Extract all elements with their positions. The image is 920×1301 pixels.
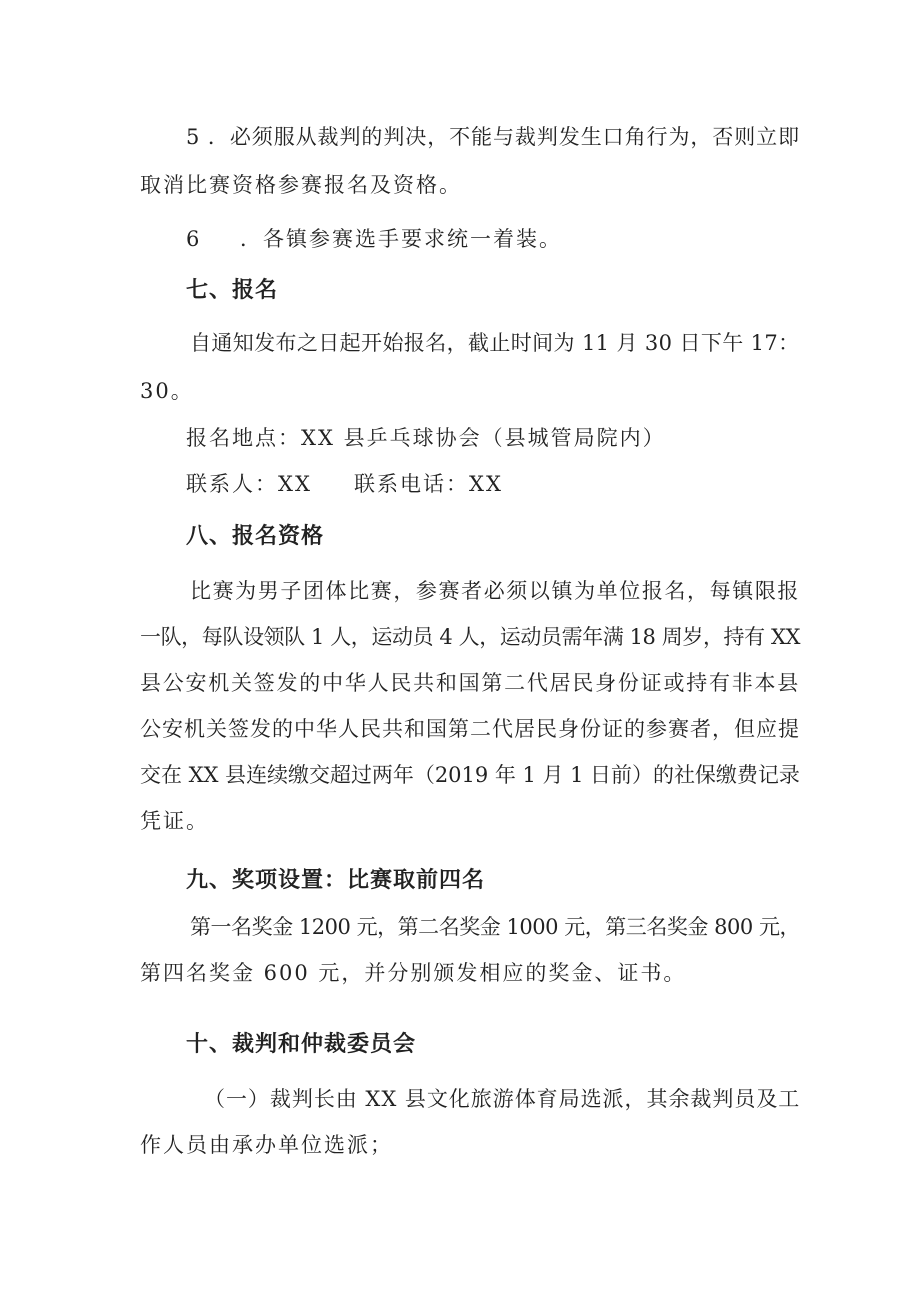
item6-text: ．各镇参赛选手要求统一着装。	[240, 227, 562, 251]
section8-line5: 交在 XX 县连续缴交超过两年（2019 年 1 月 1 日前）的社保缴费记录	[140, 763, 800, 787]
section9-line2: 第四名奖金 600 元，并分别颁发相应的奖金、证书。	[140, 961, 687, 985]
section7-line2: 30。	[140, 379, 194, 403]
contact-phone: 联系电话：XX	[354, 472, 503, 496]
registration-location: 报名地点：XX 县乒乓球协会（县城管局院内）	[186, 426, 666, 450]
item6-number: 6	[186, 227, 202, 251]
section8-line4: 公安机关签发的中华人民共和国第二代居民身份证的参赛者，但应提	[140, 717, 800, 741]
section10-line2: 作人员由承办单位选派；	[140, 1133, 393, 1157]
section10-heading: 十、裁判和仲裁委员会	[186, 1032, 417, 1057]
section7-heading: 七、报名	[186, 278, 279, 303]
section10-line1: （一）裁判长由 XX 县文化旅游体育局选派，其余裁判员及工	[204, 1087, 801, 1111]
section8-heading: 八、报名资格	[186, 524, 325, 549]
section7-line1: 自通知发布之日起开始报名，截止时间为 11 月 30 日下午 17：	[190, 331, 800, 355]
section9-heading: 九、奖项设置：比赛取前四名	[186, 868, 486, 893]
section8-line1: 比赛为男子团体比赛，参赛者必须以镇为单位报名，每镇限报	[190, 579, 800, 603]
section9-line1: 第一名奖金 1200 元，第二名奖金 1000 元，第三名奖金 800 元，	[190, 915, 801, 939]
contact-person: 联系人：XX	[186, 472, 312, 496]
item5-line2: 取消比赛资格参赛报名及资格。	[140, 173, 462, 197]
section8-line6: 凭证。	[140, 809, 209, 833]
item5-line1: 5 ．必须服从裁判的判决，不能与裁判发生口角行为，否则立即	[186, 125, 801, 149]
section8-line2: 一队，每队设领队 1 人，运动员 4 人，运动员需年满 18 周岁，持有 XX	[140, 625, 801, 649]
section8-line3: 县公安机关签发的中华人民共和国第二代居民身份证或持有非本县	[140, 671, 800, 695]
